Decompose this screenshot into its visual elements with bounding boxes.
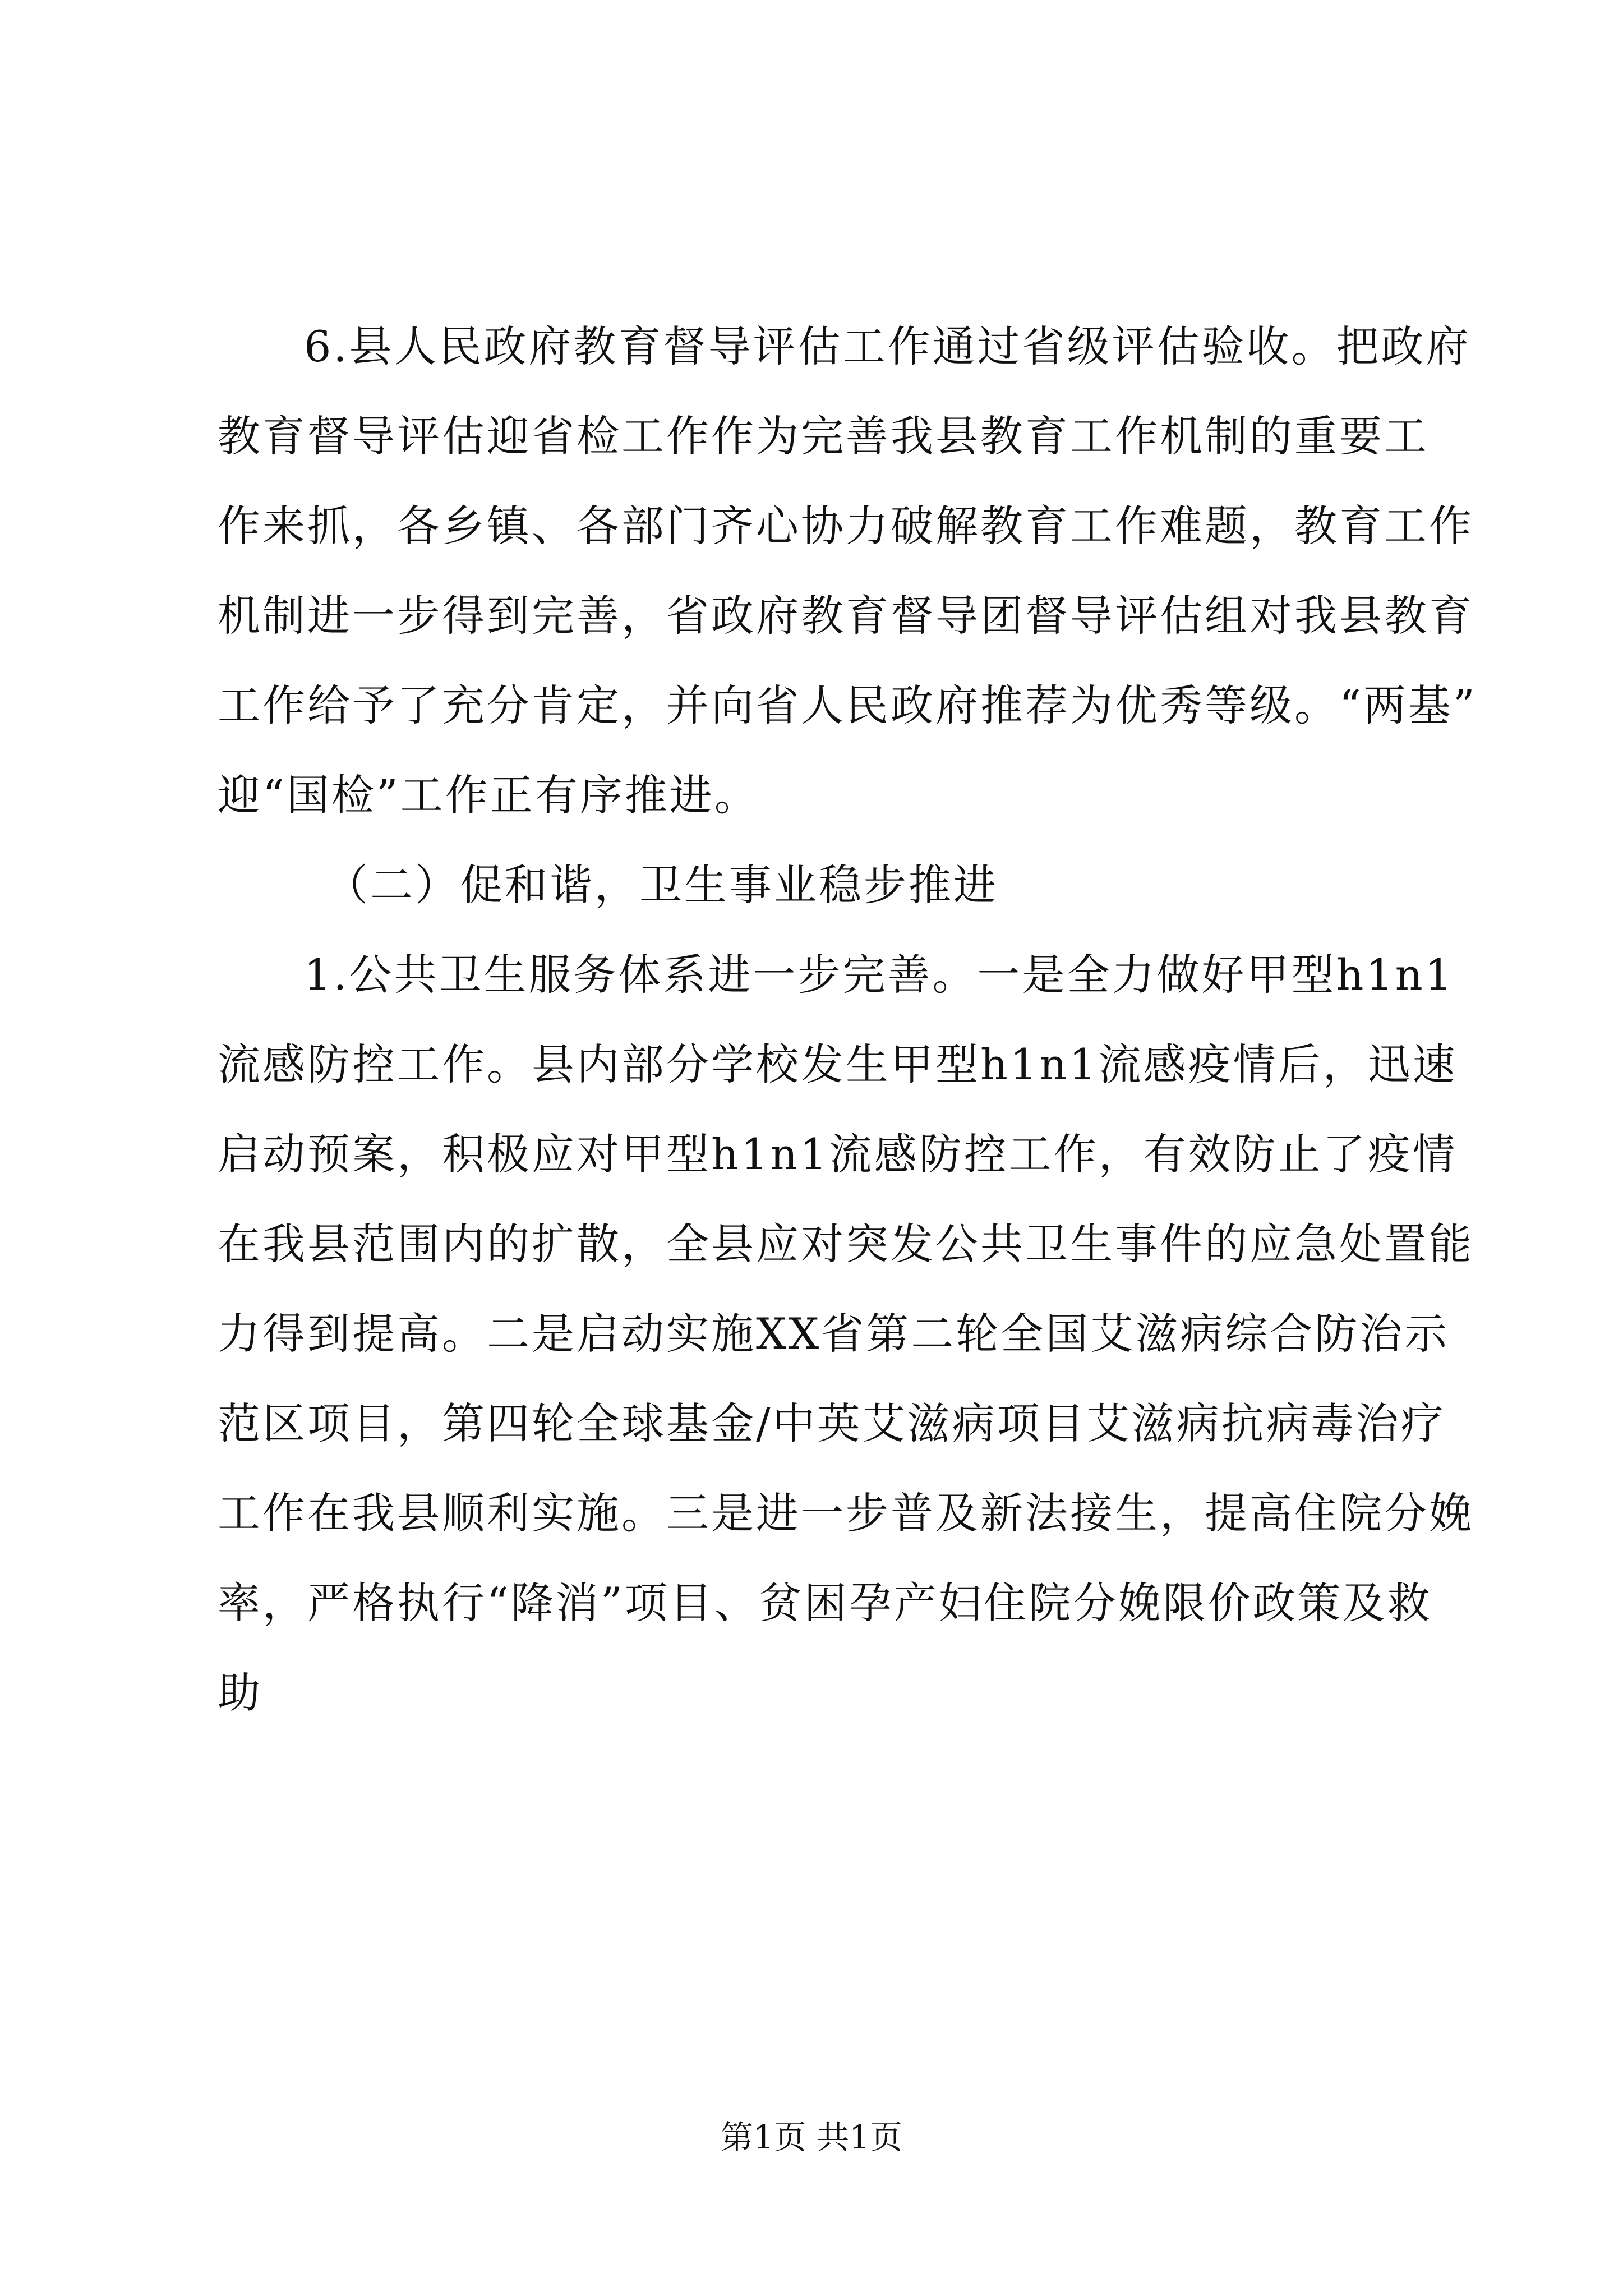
section-heading: （二）促和谐，卫生事业稳步推进 (325, 860, 998, 910)
paragraph-line: 率，严格执行“降消”项目、贫困孕产妇住院分娩限价政策及救 (218, 1578, 1432, 1628)
paragraph-line: 启动预案，积极应对甲型h1n1流感防控工作，有效防止了疫情 (218, 1129, 1458, 1179)
paragraph-line: 1.公共卫生服务体系进一步完善。一是全力做好甲型h1n1 (304, 950, 1455, 1000)
paragraph-line: 范区项目，第四轮全球基金/中英艾滋病项目艾滋病抗病毒治疗 (218, 1398, 1446, 1448)
page-number-footer: 第1页 共1页 (720, 2118, 903, 2156)
paragraph-line: 工作给予了充分肯定，并向省人民政府推荐为优秀等级。“两基” (218, 680, 1477, 730)
paragraph-line: 流感防控工作。县内部分学校发生甲型h1n1流感疫情后，迅速 (218, 1039, 1458, 1089)
paragraph-public-health (218, 930, 1474, 1738)
paragraph-line: 力得到提高。二是启动实施XX省第二轮全国艾滋病综合防治示 (218, 1309, 1450, 1359)
paragraph-line: 助 (218, 1668, 262, 1718)
document-body (218, 302, 1477, 1738)
paragraph-line: 在我县范围内的扩散，全县应对突发公共卫生事件的应急处置能 (218, 1219, 1474, 1269)
paragraph-line: 工作在我县顺利实施。三是进一步普及新法接生，提高住院分娩 (218, 1488, 1474, 1538)
paragraph-line: 机制进一步得到完善，省政府教育督导团督导评估组对我县教育 (218, 591, 1474, 641)
paragraph-line: 迎“国检”工作正有序推进。 (218, 770, 759, 820)
paragraph-line: 作来抓，各乡镇、各部门齐心协力破解教育工作难题，教育工作 (218, 501, 1474, 551)
paragraph-line: 6.县人民政府教育督导评估工作通过省级评估验收。把政府 (304, 321, 1471, 371)
paragraph-education-evaluation (218, 302, 1477, 840)
paragraph-line: 教育督导评估迎省检工作作为完善我县教育工作机制的重要工 (218, 411, 1429, 461)
